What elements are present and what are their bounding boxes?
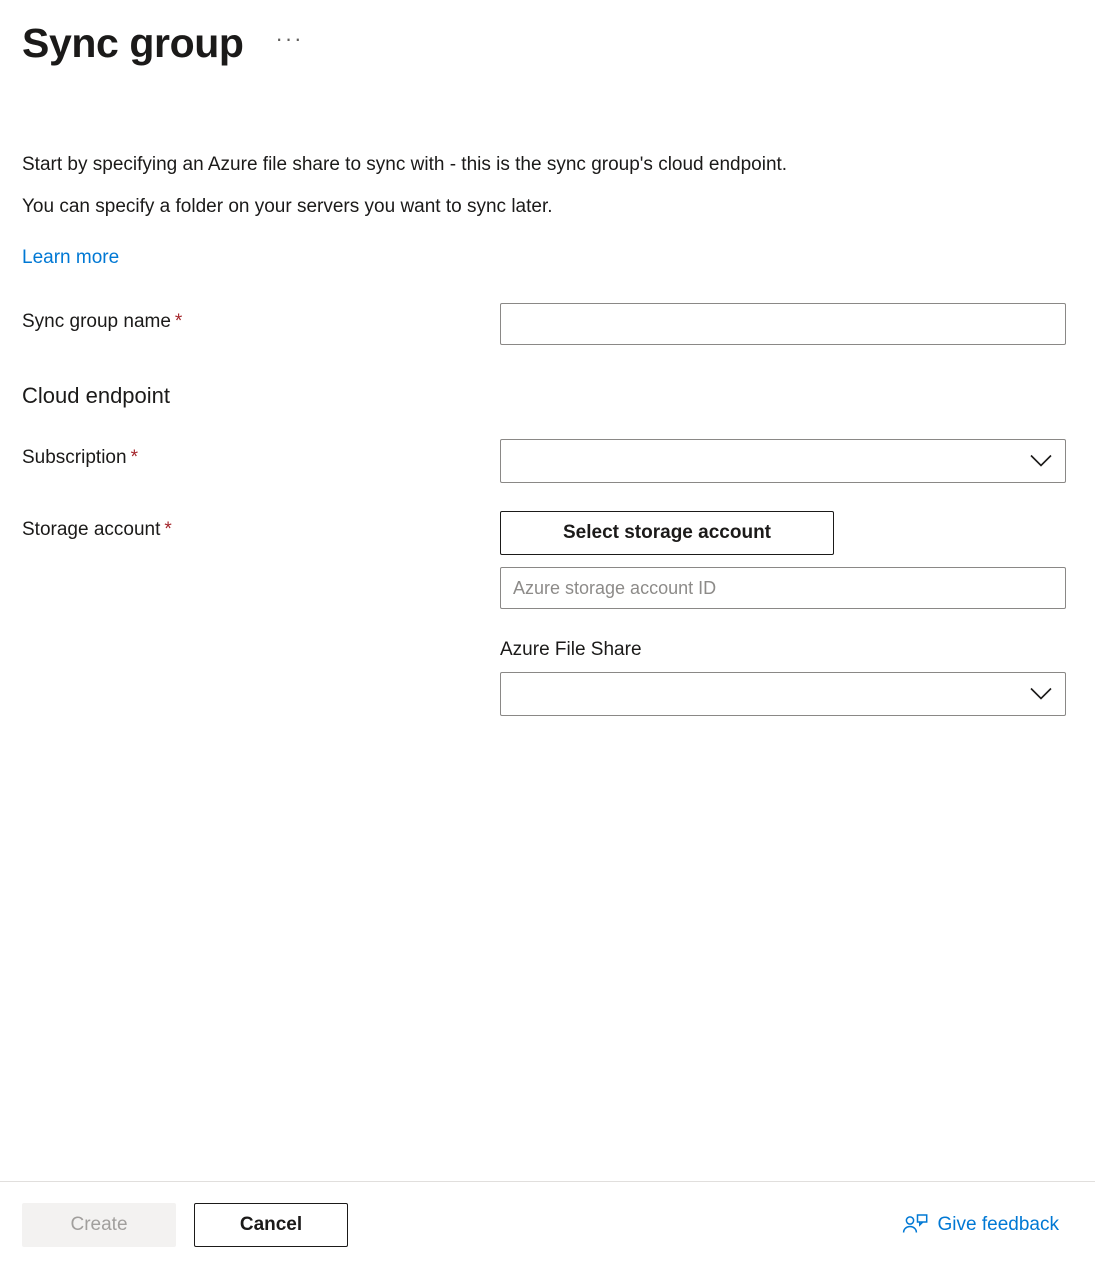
more-options-icon[interactable]: ··· bbox=[270, 30, 310, 56]
learn-more-link[interactable]: Learn more bbox=[22, 247, 120, 269]
storage-account-id-input[interactable] bbox=[500, 567, 1066, 609]
create-button[interactable]: Create bbox=[22, 1203, 176, 1247]
azure-file-share-dropdown[interactable] bbox=[500, 672, 1066, 716]
storage-account-label-text: Storage account bbox=[22, 519, 161, 541]
intro-text bbox=[22, 152, 1073, 269]
cloud-endpoint-heading: Cloud endpoint bbox=[22, 383, 171, 409]
sync-group-name-label bbox=[22, 303, 500, 334]
cloud-endpoint-heading-row bbox=[22, 375, 1073, 415]
intro-line-1: Start by specifying an Azure file share to sync with - this is the sync group's cloud endpoint. bbox=[22, 154, 788, 175]
feedback-person-icon bbox=[902, 1213, 928, 1237]
give-feedback-label: Give feedback bbox=[937, 1213, 1059, 1235]
sync-group-form bbox=[22, 303, 1073, 716]
blade-header bbox=[22, 0, 1073, 80]
required-asterisk: * bbox=[130, 447, 138, 469]
sync-group-name-input[interactable] bbox=[500, 303, 1066, 345]
subscription-field-col bbox=[500, 439, 1066, 483]
select-storage-account-button[interactable]: Select storage account bbox=[500, 511, 834, 555]
storage-account-label bbox=[22, 511, 500, 542]
give-feedback-link[interactable] bbox=[902, 1213, 1073, 1237]
intro-line-2: You can specify a folder on your servers you want to sync later. bbox=[22, 195, 553, 217]
subscription-dropdown[interactable] bbox=[500, 439, 1066, 483]
subscription-selected-value[interactable] bbox=[500, 439, 1066, 483]
cancel-button[interactable]: Cancel bbox=[194, 1203, 348, 1247]
page-title: Sync group bbox=[22, 19, 244, 66]
azure-file-share-selected-value[interactable] bbox=[500, 672, 1066, 716]
subscription-label-text: Subscription bbox=[22, 447, 127, 469]
required-asterisk: * bbox=[164, 519, 172, 541]
subscription-label bbox=[22, 439, 500, 470]
sync-group-name-label-text: Sync group name bbox=[22, 311, 171, 333]
field-row-subscription bbox=[22, 439, 1073, 483]
field-row-storage-account bbox=[22, 511, 1073, 716]
required-asterisk: * bbox=[174, 311, 183, 333]
azure-file-share-label: Azure File Share bbox=[500, 639, 642, 661]
cloud-endpoint-heading-wrap bbox=[22, 375, 500, 409]
blade-footer bbox=[0, 1181, 1095, 1267]
storage-account-field-col bbox=[500, 511, 1066, 716]
sync-group-name-field-col bbox=[500, 303, 1066, 345]
field-row-sync-group-name bbox=[22, 303, 1073, 345]
